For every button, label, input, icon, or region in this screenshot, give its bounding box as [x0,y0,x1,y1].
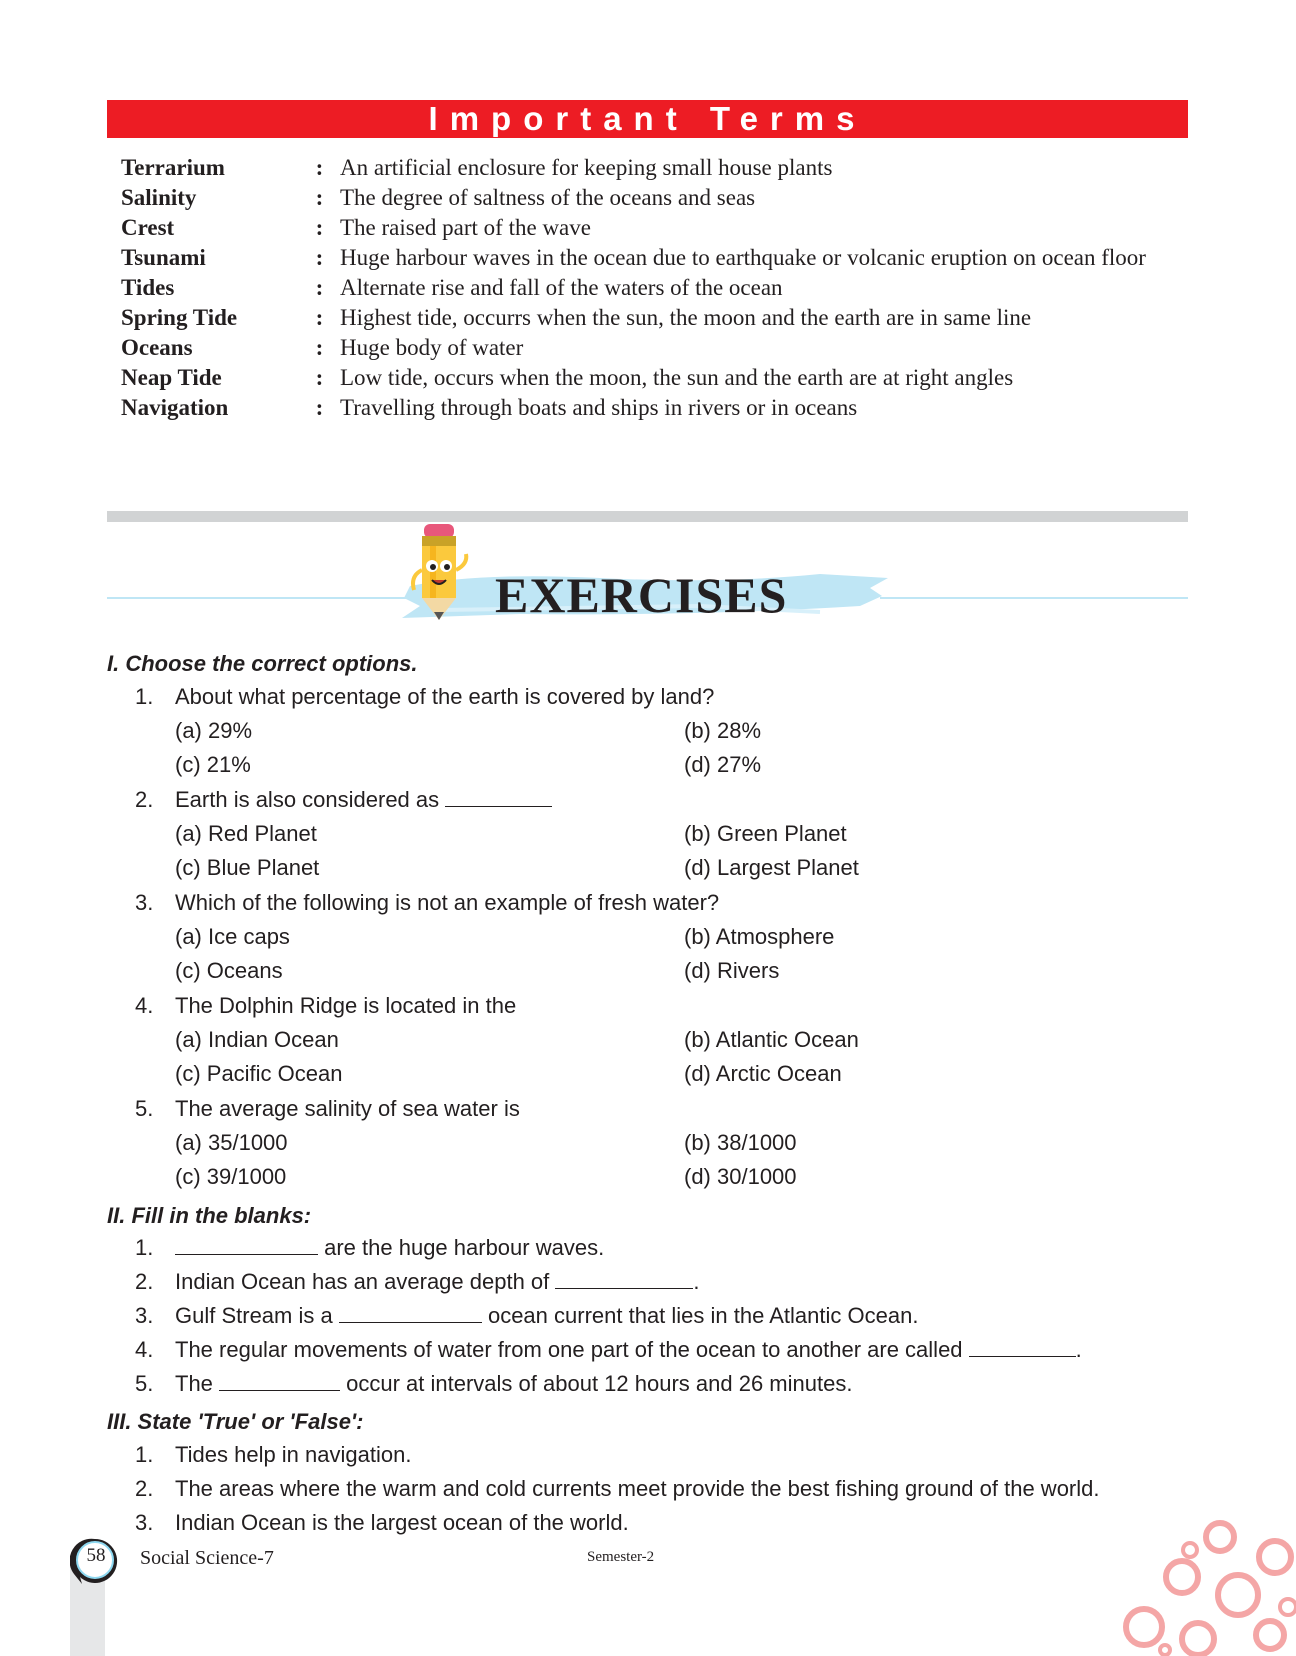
term-colon: : [315,215,324,240]
item-text-after: are the huge harbour waves. [318,1235,605,1260]
term-row [121,334,1188,362]
item-text: Tides help in navigation. [175,1442,412,1467]
term-definition: The degree of saltness of the oceans and seas [340,185,756,210]
exercises-rule-left [107,597,407,599]
answer-blank [445,786,552,807]
answer-blank [555,1268,693,1289]
decorative-circles-icon [1120,1515,1296,1656]
term-definition: Low tide, occurs when the moon, the sun and the earth are at right angles [340,365,1014,390]
term-colon: : [315,365,324,390]
item-text-after: occur at intervals of about 12 hours and 26 minutes. [340,1371,853,1396]
book-title: Social Science-7 [140,1547,274,1569]
question-text: The Dolphin Ridge is located in the [175,993,517,1018]
exercises-title: EXERCISES [495,567,788,623]
term-definition: Huge harbour waves in the ocean due to earthquake or volcanic eruption on ocean floor [340,245,1146,270]
question-number: 2. [135,787,154,812]
option-d: (d) Arctic Ocean [684,1061,842,1086]
option-c: (c) 21% [175,752,251,777]
term-name: Terrarium [121,155,225,180]
term-name: Crest [121,215,175,240]
term-name: Salinity [121,185,197,210]
semester-label: Semester-2 [587,1549,655,1565]
item-text-before: Gulf Stream is a [175,1303,339,1328]
question-number: 1. [135,684,154,709]
term-name: Neap Tide [121,365,222,390]
answer-blank [339,1302,482,1323]
item-number: 1. [135,1235,154,1260]
item-text-after: . [1075,1337,1082,1362]
term-colon: : [315,335,324,360]
item-text: Indian Ocean is the largest ocean of the world. [175,1510,629,1535]
item-number: 5. [135,1371,154,1396]
section-divider [107,511,1188,522]
option-d: (d) Largest Planet [684,855,859,880]
term-row [121,244,1188,272]
option-c: (c) Blue Planet [175,855,320,880]
term-definition: The raised part of the wave [340,215,591,240]
answer-blank [175,1234,318,1255]
item-number: 2. [135,1476,154,1501]
item-text-after: ocean current that lies in the Atlantic Ocean. [481,1303,919,1328]
option-c: (c) 39/1000 [175,1164,287,1189]
term-row [121,364,1188,392]
item-number: 1. [135,1442,154,1467]
term-definition: An artificial enclosure for keeping small house plants [340,155,833,180]
term-colon: : [315,305,324,330]
term-name: Oceans [121,335,193,360]
option-a: (a) 29% [175,718,253,743]
term-name: Tsunami [121,245,206,270]
fill-item [135,1335,1082,1365]
true-false-item [135,1440,411,1470]
pencil-mascot-icon [410,520,472,630]
term-definition: Travelling through boats and ships in rivers or in oceans [340,395,858,420]
term-colon: : [315,245,324,270]
important-terms-banner: Important Terms [107,100,1188,138]
item-number: 4. [135,1337,154,1362]
option-b: (b) Atmosphere [684,924,835,949]
section-heading: III. State 'True' or 'False': [107,1409,364,1434]
term-name: Spring Tide [121,305,238,330]
question-number: 5. [135,1096,154,1121]
question [135,991,516,1021]
answer-blank [969,1336,1076,1357]
term-colon: : [315,185,324,210]
question-number: 4. [135,993,154,1018]
term-colon: : [315,275,324,300]
question-text: About what percentage of the earth is covered by land? [175,684,715,709]
question-text: Which of the following is not an example of fresh water? [175,890,720,915]
item-number: 2. [135,1269,154,1294]
option-b: (b) Atlantic Ocean [684,1027,859,1052]
question [135,785,552,815]
page-number: 58 [86,1545,106,1566]
section-heading: I. Choose the correct options. [107,651,418,676]
question-text: Earth is also considered as [175,787,440,812]
true-false-item [135,1508,629,1538]
item-text-before: The [175,1371,220,1396]
option-b: (b) 38/1000 [684,1130,797,1155]
option-d: (d) 27% [684,752,762,777]
term-definition: Alternate rise and fall of the waters of the ocean [340,275,783,300]
fill-item [135,1267,700,1297]
term-row [121,214,1188,242]
term-colon: : [315,155,324,180]
term-row [121,304,1188,332]
option-c: (c) Oceans [175,958,283,983]
term-row [121,184,1188,212]
true-false-item [135,1474,1100,1504]
term-row [121,394,1188,422]
item-text-before: Indian Ocean has an average depth of [175,1269,556,1294]
term-row [121,154,1188,182]
exercises-rule-right [880,597,1188,599]
item-number: 3. [135,1303,154,1328]
term-definition: Highest tide, occurrs when the sun, the moon and the earth are in same line [340,305,1032,330]
question [135,888,719,918]
option-b: (b) Green Planet [684,821,847,846]
term-definition: Huge body of water [340,335,524,360]
answer-blank [219,1370,340,1391]
fill-item [135,1233,604,1263]
fill-item [135,1301,918,1331]
term-row [121,274,1188,302]
term-name: Tides [121,275,175,300]
fill-item [135,1369,852,1399]
question [135,1094,520,1124]
option-a: (a) Ice caps [175,924,290,949]
option-a: (a) 35/1000 [175,1130,288,1155]
item-text: The areas where the warm and cold currents meet provide the best fishing ground of the world. [175,1476,1100,1501]
term-colon: : [315,395,324,420]
option-a: (a) Red Planet [175,821,317,846]
question [135,682,714,712]
option-c: (c) Pacific Ocean [175,1061,343,1086]
option-a: (a) Indian Ocean [175,1027,339,1052]
item-text-before: The regular movements of water from one part of the ocean to another are called [175,1337,969,1362]
option-d: (d) 30/1000 [684,1164,797,1189]
section-heading: II. Fill in the blanks: [107,1203,312,1228]
question-number: 3. [135,890,154,915]
option-d: (d) Rivers [684,958,780,983]
option-b: (b) 28% [684,718,762,743]
term-name: Navigation [121,395,229,420]
question-text: The average salinity of sea water is [175,1096,520,1121]
item-text-after: . [693,1269,700,1294]
item-number: 3. [135,1510,154,1535]
terms-list [121,154,1188,424]
